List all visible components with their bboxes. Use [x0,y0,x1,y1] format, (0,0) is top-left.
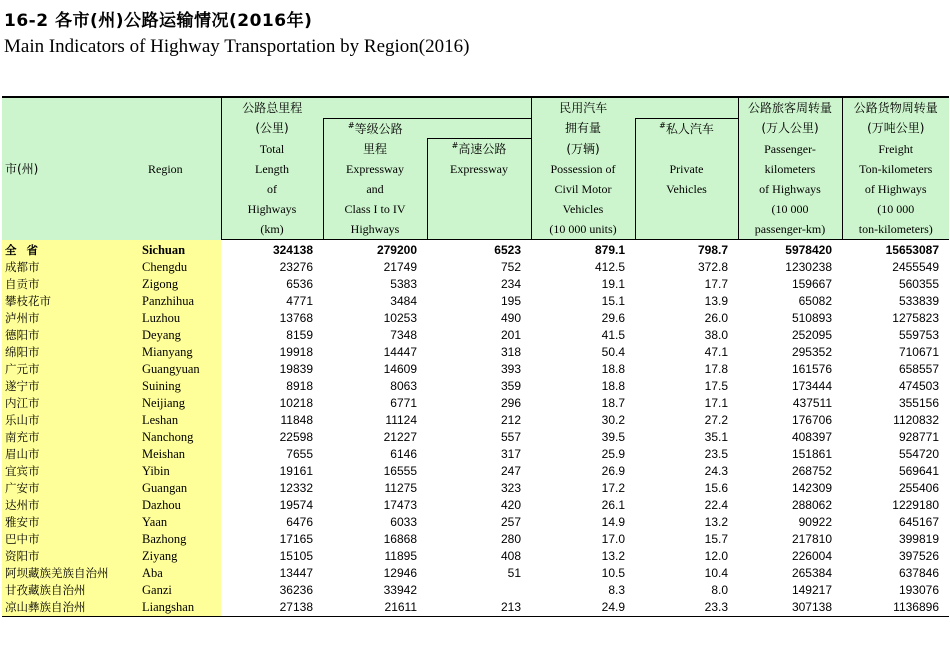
private-cell: 798.7 [697,243,728,257]
length-cell: 13768 [279,311,313,325]
region-cell: Mianyang [136,344,221,361]
table-title-en: Main Indicators of Highway Transportation by Region(2016) [4,36,470,57]
header-graded-en1: Expressway [323,159,427,179]
freight-cell: 1275823 [892,311,939,325]
header-vehicles-unit: (万辆) [531,139,635,160]
freight-cell: 637846 [898,566,939,580]
private-cell: 17.7 [704,277,728,291]
vehicles-cell: 30.2 [601,413,625,427]
graded-cell: 21227 [383,430,417,444]
freight-cell: 255406 [898,481,939,495]
expressway-cell: 318 [500,345,521,359]
private-cell: 17.1 [704,396,728,410]
city-cell: 甘孜藏族自治州 [2,582,136,599]
region-cell: Leshan [136,412,221,429]
passenger-cell: 408397 [791,430,832,444]
region-cell: Panzhihua [136,293,221,310]
freight-cell: 554720 [898,447,939,461]
table-row [2,548,949,565]
graded-cell: 10253 [383,311,417,325]
graded-cell: 6146 [390,447,417,461]
vehicles-cell: 25.9 [601,447,625,461]
region-cell: Guangan [136,480,221,497]
table-row [2,565,949,582]
private-cell: 13.2 [704,515,728,529]
header-length-en3: of [221,179,323,199]
header-length-unit: (公里) [221,118,323,139]
expressway-cell: 6523 [494,243,521,257]
length-cell: 15105 [279,549,313,563]
header-freight-en2: Ton-kilometers [842,159,949,179]
length-cell: 22598 [279,430,313,444]
graded-cell: 3484 [390,294,417,308]
table-row [2,276,949,293]
header-passenger-en3: of Highways [738,179,842,199]
table-body [2,240,949,617]
vehicles-cell: 15.1 [601,294,625,308]
length-cell: 324138 [272,243,313,257]
header-length-unit-en: (km) [221,219,323,240]
table-row [2,310,949,327]
region-cell: Liangshan [136,599,221,617]
header-vehicles-en2: Civil Motor [531,179,635,199]
private-cell: 17.8 [704,362,728,376]
passenger-cell: 288062 [791,498,832,512]
passenger-cell: 252095 [791,328,832,342]
header-region: Region [136,97,221,240]
vehicles-cell: 17.2 [601,481,625,495]
graded-cell: 11275 [384,481,417,495]
vehicles-cell: 18.8 [601,362,625,376]
expressway-cell: 51 [507,566,521,580]
header-passenger-unit-en: passenger-km) [738,219,842,240]
header-passenger-cn: 公路旅客周转量 [738,97,842,118]
passenger-cell: 217810 [791,532,832,546]
city-cell: 绵阳市 [2,344,136,361]
graded-cell: 11895 [384,549,417,563]
table-row [2,259,949,276]
length-cell: 8918 [286,379,313,393]
expressway-cell: 234 [500,277,521,291]
table-row [2,599,949,617]
header-expressway-cn: #高速公路 [427,139,531,160]
city-cell: 达州市 [2,497,136,514]
region-cell: Sichuan [136,240,221,260]
private-cell: 22.4 [704,498,728,512]
table-row [2,531,949,548]
private-cell: 15.7 [704,532,728,546]
vehicles-cell: 13.2 [601,549,625,563]
expressway-cell: 557 [500,430,521,444]
expressway-cell: 490 [500,311,521,325]
freight-cell: 399819 [898,532,939,546]
freight-cell: 193076 [898,583,939,597]
expressway-cell: 393 [500,362,521,376]
city-cell: 宜宾市 [2,463,136,480]
freight-cell: 710671 [898,345,939,359]
length-cell: 6536 [286,277,313,291]
graded-cell: 21611 [323,599,427,617]
table-row [2,378,949,395]
expressway-cell: 212 [500,413,521,427]
expressway-cell: 323 [500,481,521,495]
region-cell: Ganzi [136,582,221,599]
private-cell: 8.0 [711,583,728,597]
header-passenger-unit: (万人公里) [738,118,842,139]
freight-cell: 928771 [898,430,939,444]
length-cell: 27138 [221,599,323,617]
expressway-cell: 408 [500,549,521,563]
freight-cell: 1136896 [842,599,949,617]
expressway-cell: 213 [427,599,531,617]
length-cell: 23276 [279,260,313,274]
vehicles-cell: 24.9 [531,599,635,617]
region-cell: Yibin [136,463,221,480]
graded-cell: 17473 [383,498,417,512]
region-cell: Nanchong [136,429,221,446]
table-row [2,293,949,310]
graded-cell: 33942 [383,583,417,597]
graded-cell: 279200 [376,243,417,257]
freight-cell: 15653087 [885,243,939,257]
passenger-cell: 307138 [738,599,842,617]
city-cell: 自贡市 [2,276,136,293]
passenger-cell: 149217 [791,583,832,597]
freight-cell: 1229180 [892,498,939,512]
header-freight-unit-en: ton-kilometers) [842,219,949,240]
passenger-cell: 265384 [791,566,832,580]
table-row [2,463,949,480]
expressway-cell: 257 [500,515,521,529]
highway-table [2,96,949,617]
private-cell: 47.1 [704,345,728,359]
freight-cell: 355156 [898,396,939,410]
length-cell: 17165 [279,532,313,546]
header-length-en2: Length [221,159,323,179]
vehicles-cell: 10.5 [601,566,625,580]
length-cell: 36236 [279,583,313,597]
expressway-cell: 195 [500,294,521,308]
passenger-cell: 173444 [791,379,832,393]
freight-cell: 533839 [898,294,939,308]
length-cell: 10218 [279,396,313,410]
city-cell: 泸州市 [2,310,136,327]
header-private-en2: Vehicles [635,179,738,199]
region-cell: Ziyang [136,548,221,565]
length-cell: 8159 [286,328,313,342]
vehicles-cell: 39.5 [601,430,625,444]
graded-cell: 7348 [390,328,417,342]
city-cell: 成都市 [2,259,136,276]
graded-cell: 16868 [383,532,417,546]
length-cell: 7655 [286,447,313,461]
private-cell: 27.2 [704,413,728,427]
header-length-cn: 公路总里程 [221,97,323,118]
table-row [2,480,949,497]
expressway-cell: 752 [500,260,521,274]
region-cell: Guangyuan [136,361,221,378]
region-cell: Bazhong [136,531,221,548]
vehicles-cell: 18.8 [601,379,625,393]
table-row [2,429,949,446]
table-row [2,344,949,361]
region-cell: Aba [136,565,221,582]
length-cell: 19161 [279,464,313,478]
length-cell: 19918 [279,345,313,359]
private-cell: 38.0 [704,328,728,342]
city-cell: 德阳市 [2,327,136,344]
freight-cell: 474503 [898,379,939,393]
vehicles-cell: 879.1 [594,243,625,257]
freight-cell: 397526 [898,549,939,563]
table-title-cn: 16-2 各市(州)公路运输情况(2016年) [4,11,313,31]
table-row [2,395,949,412]
region-cell: Neijiang [136,395,221,412]
header-freight-en1: Freight [842,139,949,160]
header-private-en1: Private [635,159,738,179]
vehicles-cell: 412.5 [594,260,625,274]
graded-cell: 14447 [383,345,417,359]
header-vehicles-en1: Possession of [531,159,635,179]
private-cell: 24.3 [704,464,728,478]
city-cell: 眉山市 [2,446,136,463]
vehicles-cell: 19.1 [601,277,625,291]
graded-cell: 6771 [390,396,417,410]
city-cell: 攀枝花市 [2,293,136,310]
region-cell: Deyang [136,327,221,344]
header-vehicles-unit-en: (10 000 units) [531,219,635,240]
freight-cell: 658557 [898,362,939,376]
freight-cell: 559753 [898,328,939,342]
city-cell: 雅安市 [2,514,136,531]
vehicles-cell: 17.0 [601,532,625,546]
graded-cell: 14609 [383,362,417,376]
table-row [2,514,949,531]
header-freight-cn: 公路货物周转量 [842,97,949,118]
city-cell: 广安市 [2,480,136,497]
city-cell: 凉山彝族自治州 [2,599,136,617]
passenger-cell: 65082 [798,294,832,308]
graded-cell: 6033 [390,515,417,529]
vehicles-cell: 41.5 [601,328,625,342]
city-cell: 广元市 [2,361,136,378]
expressway-cell: 317 [500,447,521,461]
header-graded-en3: Class I to IV [323,199,427,219]
header-vehicles-en3: Vehicles [531,199,635,219]
region-cell: Meishan [136,446,221,463]
private-cell: 26.0 [704,311,728,325]
private-cell: 15.6 [704,481,728,495]
header-graded-cn-2: 里程 [323,139,427,160]
vehicles-cell: 50.4 [601,345,625,359]
passenger-cell: 437511 [792,396,832,410]
city-cell: 乐山市 [2,412,136,429]
table-row [2,497,949,514]
vehicles-cell: 29.6 [601,311,625,325]
graded-cell: 12946 [383,566,417,580]
expressway-cell: 296 [500,396,521,410]
private-cell: 13.9 [704,294,728,308]
passenger-cell: 5978420 [785,243,832,257]
city-cell: 资阳市 [2,548,136,565]
table-row [2,582,949,599]
header-freight-en3: of Highways [842,179,949,199]
header-private-cn: #私人汽车 [635,118,738,139]
passenger-cell: 268752 [791,464,832,478]
city-cell: 南充市 [2,429,136,446]
total-row [2,240,949,260]
region-cell: Zigong [136,276,221,293]
length-cell: 12332 [279,481,313,495]
table-row [2,446,949,463]
private-cell: 35.1 [704,430,728,444]
passenger-cell: 176706 [791,413,832,427]
expressway-cell: 420 [500,498,521,512]
header-graded-en2: and [323,179,427,199]
length-cell: 19839 [279,362,313,376]
header-graded-cn: #等级公路 [323,118,427,139]
expressway-cell: 280 [500,532,521,546]
length-cell: 19574 [279,498,313,512]
private-cell: 372.8 [697,260,728,274]
table-row [2,327,949,344]
graded-cell: 16555 [383,464,417,478]
passenger-cell: 226004 [791,549,832,563]
private-cell: 23.3 [635,599,738,617]
header-city: 市(州) [2,97,136,240]
passenger-cell: 161576 [791,362,832,376]
region-cell: Yaan [136,514,221,531]
vehicles-cell: 14.9 [601,515,625,529]
expressway-cell: 247 [500,464,521,478]
length-cell: 6476 [286,515,313,529]
header-freight-unit: (万吨公里) [842,118,949,139]
vehicles-cell: 26.1 [601,498,625,512]
city-cell: 巴中市 [2,531,136,548]
private-cell: 23.5 [704,447,728,461]
private-cell: 17.5 [704,379,728,393]
header-passenger-en2: kilometers [738,159,842,179]
table-row [2,361,949,378]
passenger-cell: 151861 [791,447,832,461]
region-cell: Luzhou [136,310,221,327]
passenger-cell: 295352 [791,345,832,359]
freight-cell: 1120832 [893,413,939,427]
vehicles-cell: 18.7 [601,396,625,410]
region-cell: Chengdu [136,259,221,276]
header-graded-en4: Highways [323,219,427,240]
private-cell: 12.0 [704,549,728,563]
passenger-cell: 159667 [791,277,832,291]
region-cell: Suining [136,378,221,395]
passenger-cell: 142309 [791,481,832,495]
city-cell: 阿坝藏族羌族自治州 [2,565,136,582]
expressway-cell [427,582,531,599]
city-cell: 内江市 [2,395,136,412]
region-cell: Dazhou [136,497,221,514]
vehicles-cell: 8.3 [608,583,625,597]
header-vehicles-cn-2: 拥有量 [531,118,635,139]
city-cell: 遂宁市 [2,378,136,395]
graded-cell: 21749 [383,260,417,274]
vehicles-cell: 26.9 [601,464,625,478]
passenger-cell: 510893 [791,311,832,325]
header-passenger-en4: (10 000 [738,199,842,219]
freight-cell: 560355 [898,277,939,291]
table-row [2,412,949,429]
city-cell: 全省 [2,240,136,260]
header-expressway-en: Expressway [427,159,531,179]
graded-cell: 5383 [390,277,417,291]
length-cell: 11848 [280,413,313,427]
header-freight-en4: (10 000 [842,199,949,219]
freight-cell: 569641 [898,464,939,478]
passenger-cell: 90922 [798,515,832,529]
graded-cell: 11124 [385,413,417,427]
expressway-cell: 359 [500,379,521,393]
private-cell: 10.4 [704,566,728,580]
header-vehicles-cn: 民用汽车 [531,97,635,118]
header-length-en4: Highways [221,199,323,219]
graded-cell: 8063 [390,379,417,393]
length-cell: 4771 [286,294,313,308]
header-length-en1: Total [221,139,323,160]
expressway-cell: 201 [500,328,521,342]
header-passenger-en1: Passenger- [738,139,842,160]
freight-cell: 2455549 [892,260,939,274]
passenger-cell: 1230238 [785,260,832,274]
freight-cell: 645167 [898,515,939,529]
length-cell: 13447 [279,566,313,580]
